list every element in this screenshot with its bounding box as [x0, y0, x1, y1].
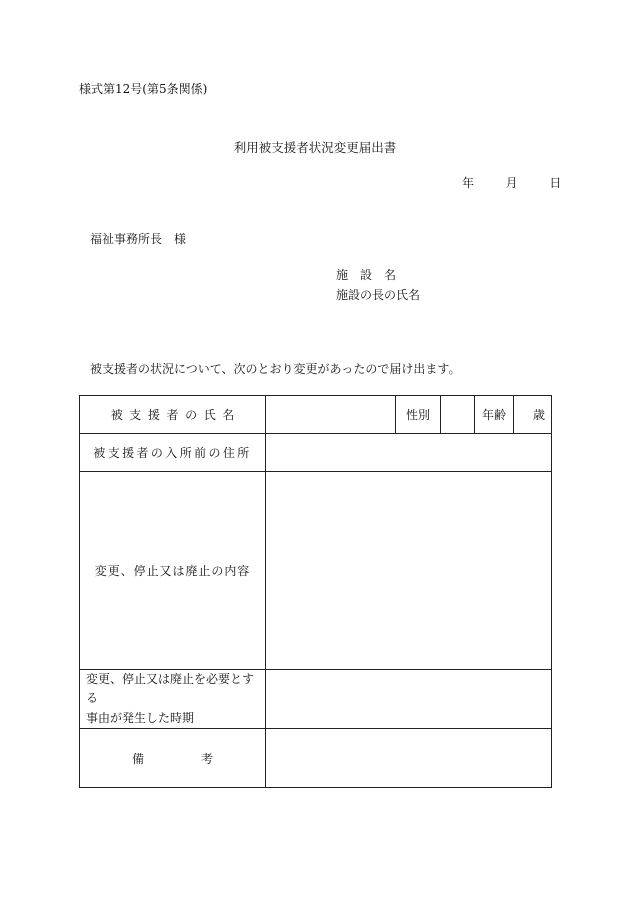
- facility-name-label: 施 設 名: [336, 268, 397, 282]
- reason-time-label-line1: 変更、停止又は廃止を必要とする: [86, 672, 255, 706]
- document-title: 利用被支援者状況変更届出書: [233, 140, 397, 155]
- remarks-label-2: 考: [200, 751, 213, 766]
- age-input-cell[interactable]: [514, 396, 552, 434]
- row-name: [80, 396, 552, 434]
- row-remarks: [80, 729, 552, 788]
- form-table: [79, 395, 552, 788]
- change-label: 変更、停止又は廃止の内容: [94, 564, 251, 578]
- address-input-cell[interactable]: [266, 434, 552, 472]
- gender-input-cell[interactable]: [441, 396, 475, 434]
- age-label: 年齢: [475, 396, 514, 434]
- remarks-input-cell[interactable]: [266, 729, 552, 788]
- row-reason-time: [80, 670, 552, 729]
- change-label-cell: [80, 472, 266, 670]
- remarks-label-cell: [80, 729, 266, 788]
- date-year: 年: [462, 176, 475, 190]
- name-label-cell: [80, 396, 266, 434]
- intro-text: 被支援者の状況について、次のとおり変更があったので届け出ます。: [90, 362, 461, 376]
- reason-time-label-cell: [80, 670, 266, 729]
- address-label: 被支援者の入所前の住所: [93, 446, 252, 460]
- date-month: 月: [505, 176, 518, 190]
- date-day: 日: [549, 176, 562, 190]
- age-unit: 歳: [532, 408, 545, 422]
- address-label-cell: [80, 434, 266, 472]
- remarks-label-1: 備: [132, 751, 145, 766]
- reason-time-label-line2: 事由が発生した時期: [86, 710, 195, 725]
- date-line: [462, 174, 561, 191]
- reason-time-input-cell[interactable]: [266, 670, 552, 729]
- addressee: 福祉事務所長 様: [90, 232, 187, 246]
- gender-label: 性別: [396, 396, 441, 434]
- row-address: [80, 434, 552, 472]
- change-input-cell[interactable]: [266, 472, 552, 670]
- facility-head-label: 施設の長の氏名: [336, 288, 421, 302]
- form-number: 様式第12号(第5条関係): [79, 82, 208, 96]
- name-input-cell[interactable]: [266, 396, 396, 434]
- row-change: [80, 472, 552, 670]
- name-label: 被支援者の氏名: [110, 408, 241, 422]
